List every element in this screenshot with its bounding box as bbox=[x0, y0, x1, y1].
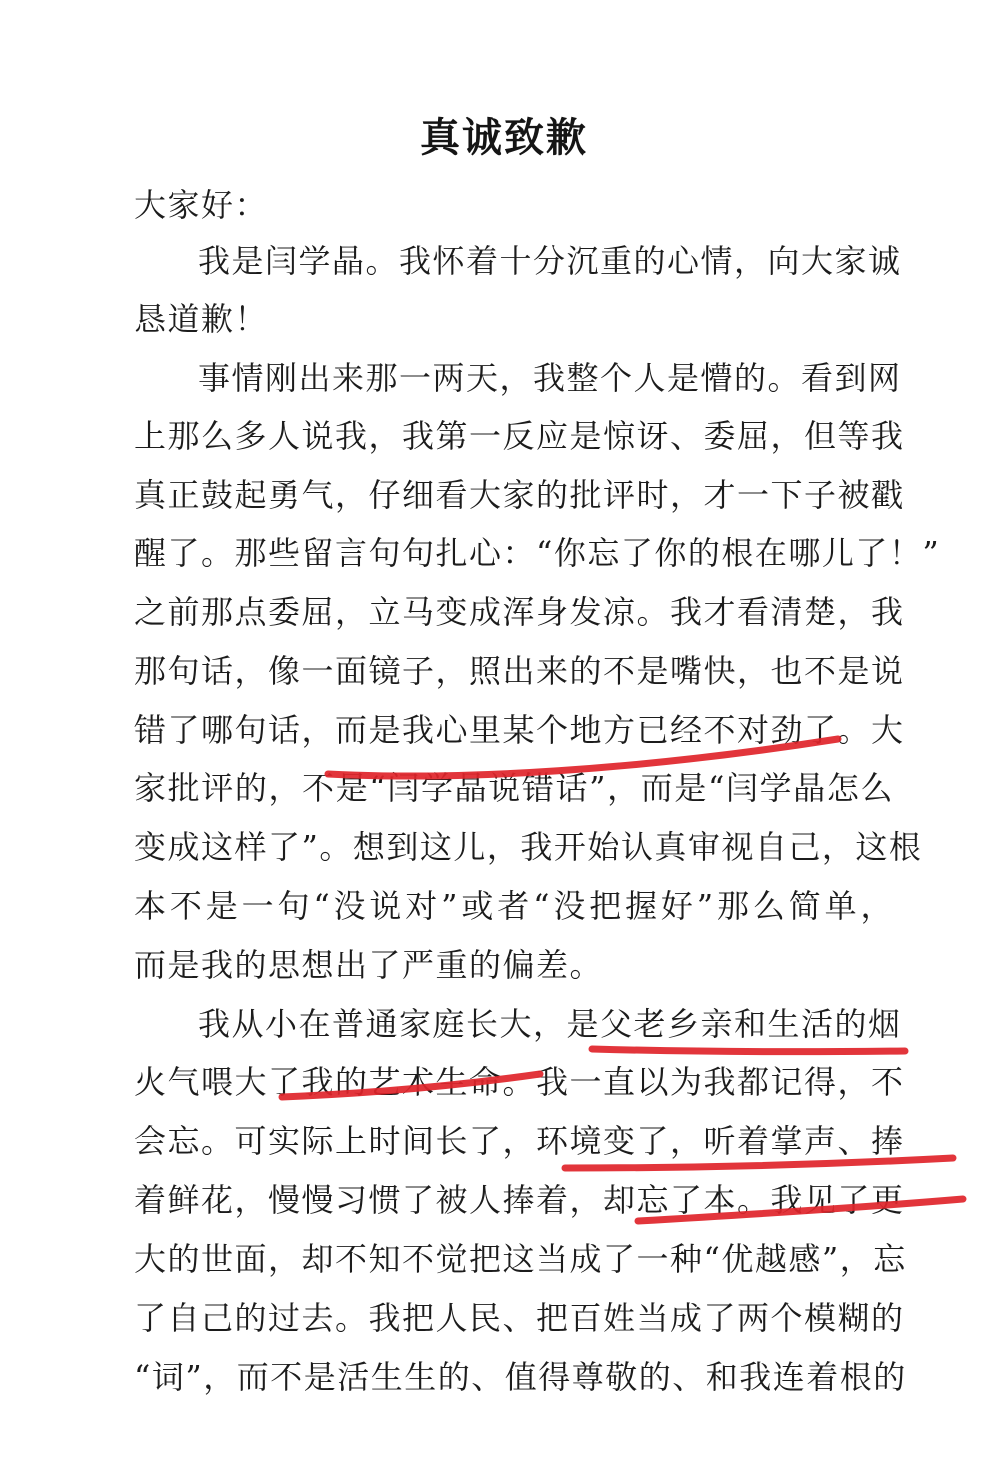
text-line: 大的世面，却不知不觉把这当成了一种“优越感”，忘 bbox=[134, 1240, 907, 1278]
document-title: 真诚致歉 bbox=[420, 114, 588, 161]
text-line: 醒了。那些留言句句扎心：“你忘了你的根在哪儿了！” bbox=[134, 534, 941, 572]
text-line: 错了哪句话，而是我心里某个地方已经不对劲了。大 bbox=[134, 711, 905, 749]
text-line: 本不是一句“没说对”或者“没把握好”那么简单， bbox=[134, 887, 894, 925]
text-line: 会忘。可实际上时间长了，环境变了，听着掌声、捧 bbox=[134, 1122, 905, 1160]
text-line: “词”，而不是活生生的、值得尊敬的、和我连着根的 bbox=[134, 1358, 907, 1396]
text-line: 火气喂大了我的艺术生命。我一直以为我都记得，不 bbox=[134, 1063, 905, 1101]
text-line: 上那么多人说我，我第一反应是惊讶、委屈，但等我 bbox=[134, 417, 905, 455]
text-line: 我是闫学晶。我怀着十分沉重的心情，向大家诚 bbox=[198, 242, 902, 280]
text-line: 真正鼓起勇气，仔细看大家的批评时，才一下子被戳 bbox=[134, 476, 905, 514]
salutation-line: 大家好： bbox=[134, 186, 269, 224]
text-line: 而是我的思想出了严重的偏差。 bbox=[134, 946, 604, 984]
text-line: 了自己的过去。我把人民、把百姓当成了两个模糊的 bbox=[134, 1299, 905, 1337]
text-line: 变成这样了”。想到这儿，我开始认真审视自己，这根 bbox=[134, 828, 923, 866]
text-line: 那句话，像一面镜子，照出来的不是嘴快，也不是说 bbox=[134, 652, 905, 690]
text-line: 之前那点委屈，立马变成浑身发凉。我才看清楚，我 bbox=[134, 593, 905, 631]
text-line: 家批评的，不是“闫学晶说错话”，而是“闫学晶怎么 bbox=[134, 769, 894, 807]
text-line: 事情刚出来那一两天，我整个人是懵的。看到网 bbox=[198, 359, 902, 397]
text-line: 着鲜花，慢慢习惯了被人捧着，却忘了本。我见了更 bbox=[134, 1181, 905, 1219]
text-line: 恳道歉！ bbox=[134, 300, 269, 338]
text-line: 我从小在普通家庭长大，是父老乡亲和生活的烟 bbox=[198, 1005, 902, 1043]
